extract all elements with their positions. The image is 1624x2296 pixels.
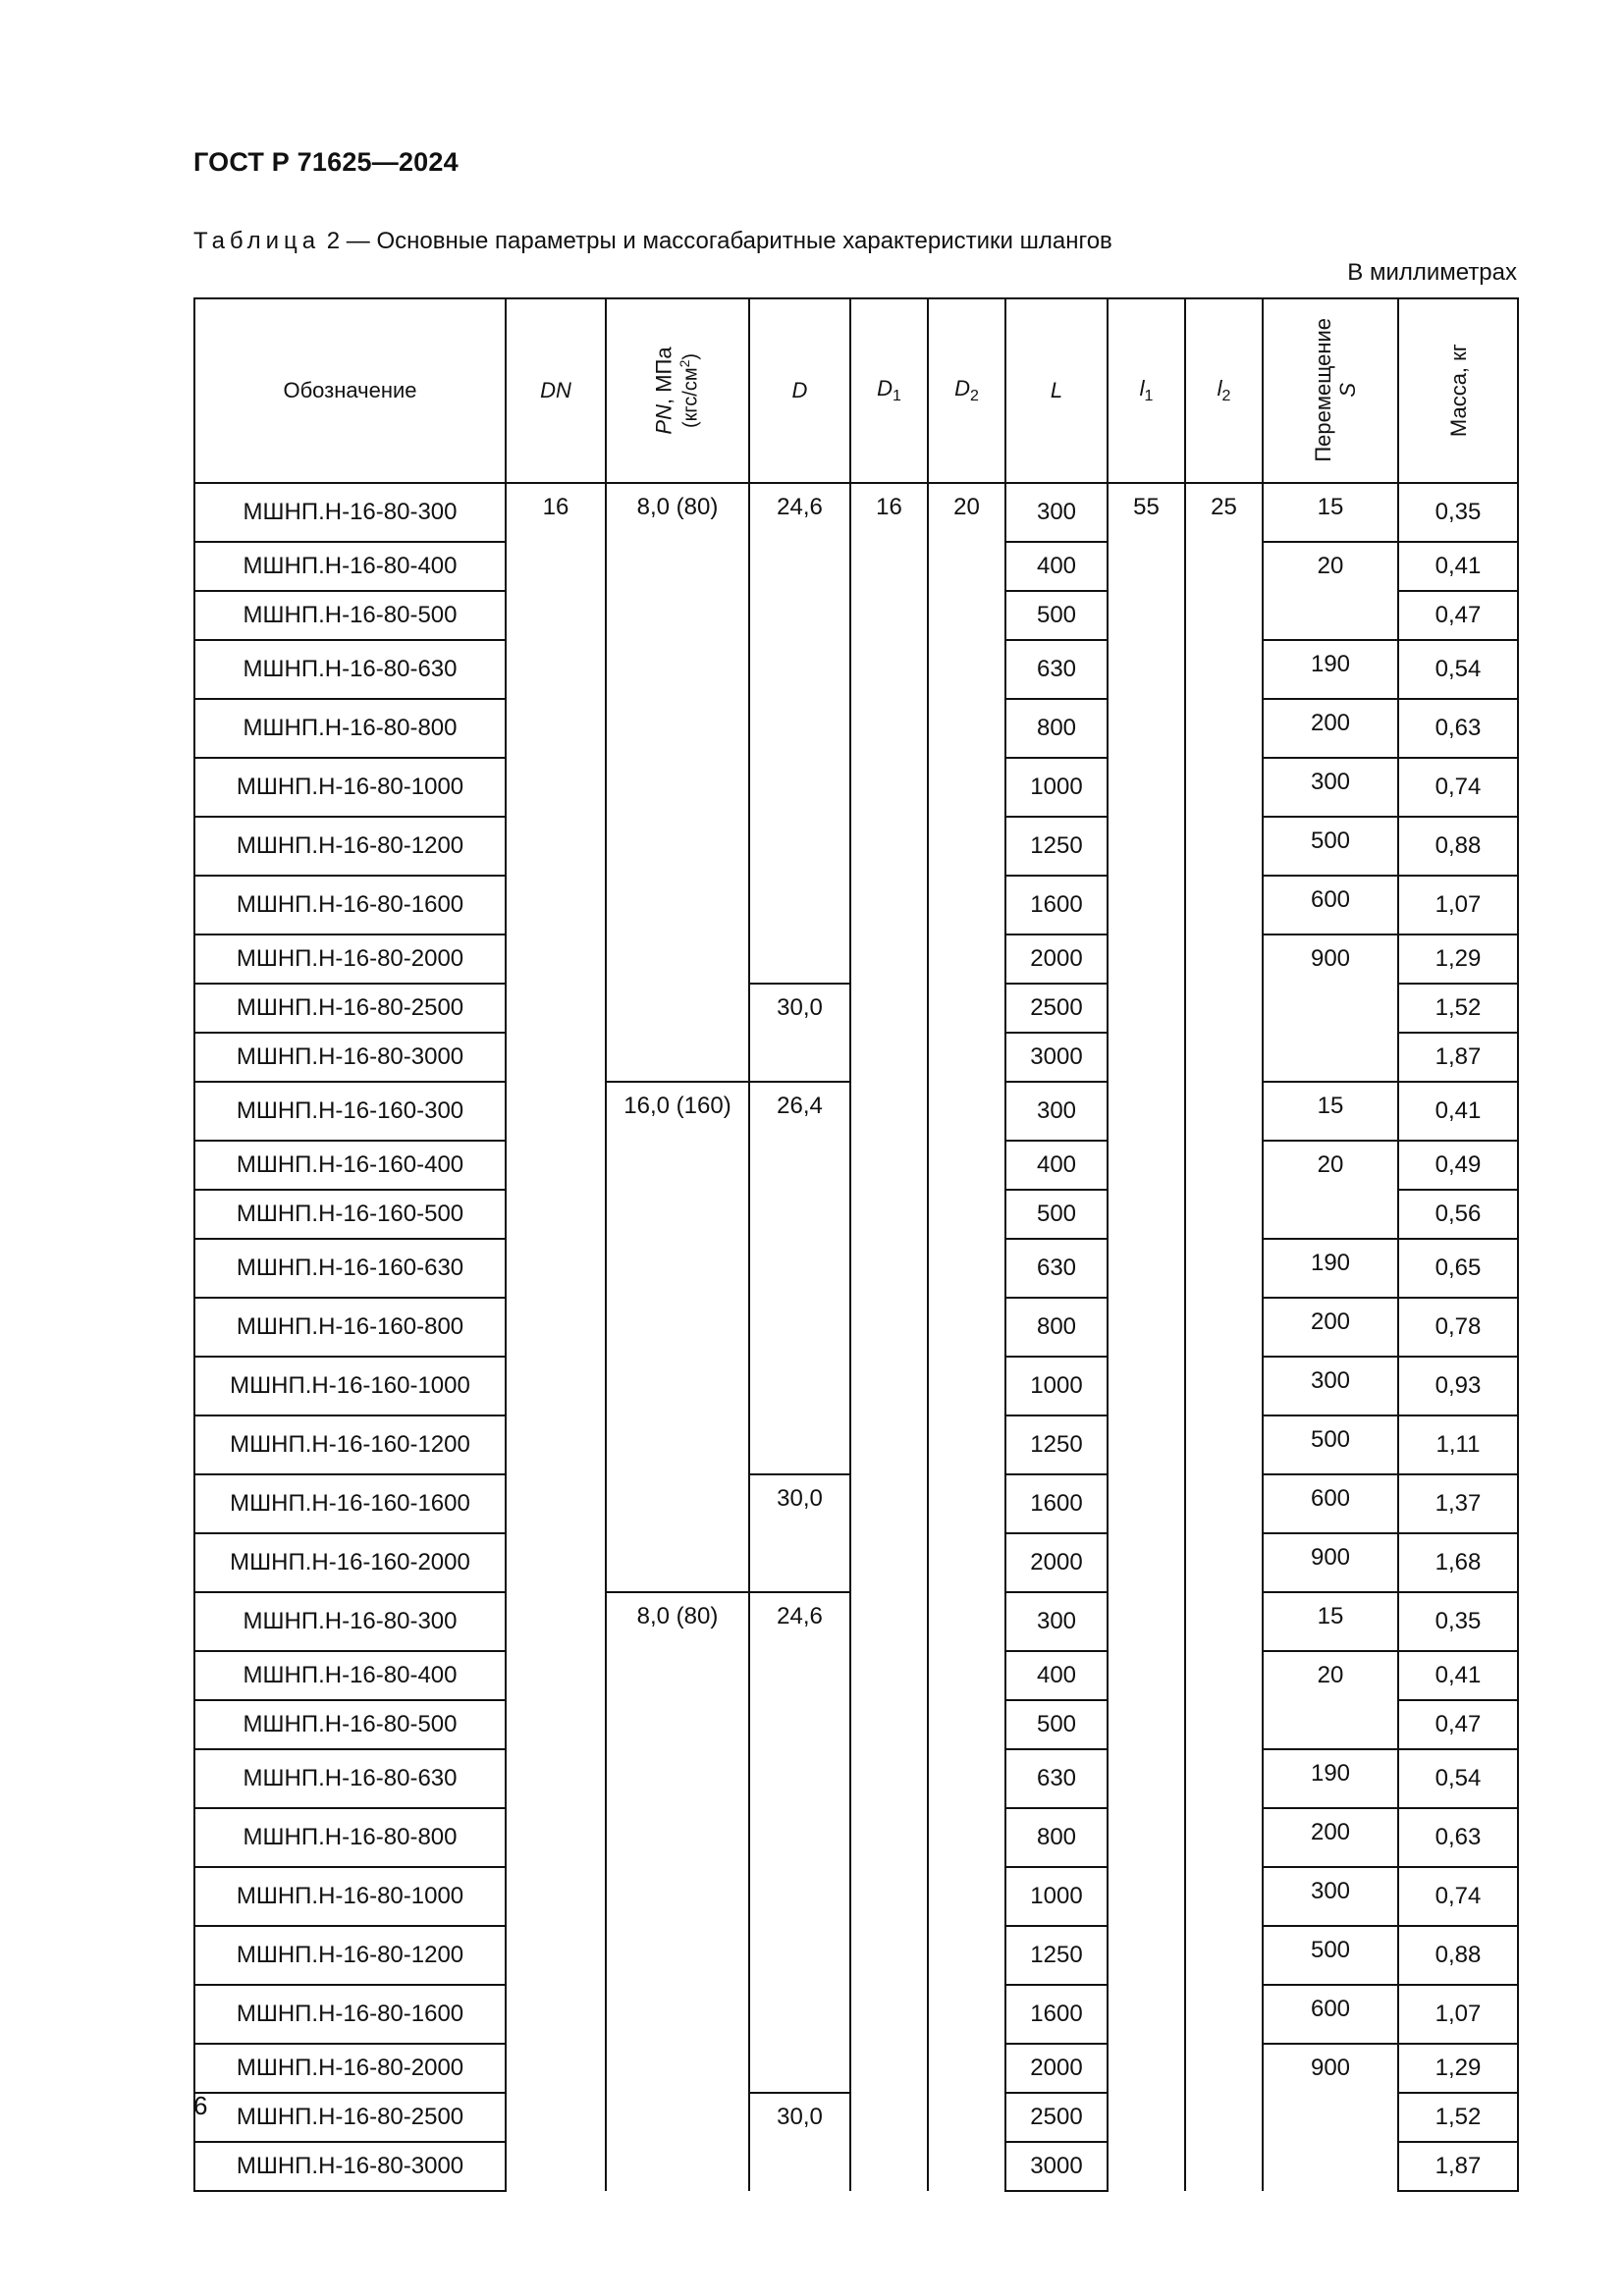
length-cell: 300 [1005,1082,1108,1141]
header-designation: Обозначение [194,298,506,483]
length-cell: 300 [1005,483,1108,542]
designation-cell: МШНП.Н-16-80-3000 [194,2142,506,2191]
pn-cell: 16,0 (160) [606,1082,749,1592]
length-cell: 1600 [1005,876,1108,934]
document-standard-number: ГОСТ Р 71625—2024 [193,147,459,177]
table-row [194,483,1518,542]
mass-cell: 0,78 [1398,1298,1518,1357]
length-cell: 2000 [1005,2044,1108,2093]
length-cell: 1250 [1005,1415,1108,1474]
length-cell: 2500 [1005,984,1108,1033]
length-cell: 800 [1005,1808,1108,1867]
mass-cell: 0,88 [1398,817,1518,876]
length-cell: 500 [1005,591,1108,640]
header-displacement-rotated [1311,318,1361,462]
displacement-cell: 200 [1263,1298,1398,1357]
l1-cell: 55 [1108,483,1185,2191]
displacement-cell: 15 [1263,483,1398,542]
length-cell: 1000 [1005,1867,1108,1926]
length-cell: 630 [1005,1239,1108,1298]
header-displacement-text: Перемещение [1311,318,1336,462]
designation-cell: МШНП.Н-16-80-300 [194,483,506,542]
designation-cell: МШНП.Н-16-80-2500 [194,2093,506,2142]
length-cell: 800 [1005,699,1108,758]
header-pn-alt-close: ) [679,352,702,360]
displacement-cell: 15 [1263,1592,1398,1651]
mass-cell: 0,65 [1398,1239,1518,1298]
mass-cell: 1,87 [1398,1033,1518,1082]
header-mass [1398,298,1518,483]
designation-cell: МШНП.Н-16-160-300 [194,1082,506,1141]
length-cell: 2500 [1005,2093,1108,2142]
header-pn-suffix: , МПа [652,347,677,405]
displacement-cell: 500 [1263,817,1398,876]
table-label: Таблица [193,228,321,254]
mass-cell: 0,93 [1398,1357,1518,1415]
length-cell: 3000 [1005,2142,1108,2191]
displacement-cell: 20 [1263,1651,1398,1749]
mass-cell: 1,52 [1398,984,1518,1033]
length-cell: 3000 [1005,1033,1108,1082]
displacement-cell: 500 [1263,1926,1398,1985]
mass-cell: 0,63 [1398,699,1518,758]
header-d1 [850,298,928,483]
header-l1-sub: 1 [1144,388,1154,404]
designation-cell: МШНП.Н-16-80-800 [194,1808,506,1867]
designation-cell: МШНП.Н-16-160-630 [194,1239,506,1298]
mass-cell: 0,35 [1398,483,1518,542]
displacement-cell: 20 [1263,1141,1398,1239]
designation-cell: МШНП.Н-16-80-2000 [194,934,506,984]
mass-cell: 1,07 [1398,1985,1518,2044]
designation-cell: МШНП.Н-16-80-2000 [194,2044,506,2093]
displacement-cell: 900 [1263,2044,1398,2191]
length-cell: 500 [1005,1190,1108,1239]
designation-cell: МШНП.Н-16-160-1600 [194,1474,506,1533]
designation-cell: МШНП.Н-16-160-800 [194,1298,506,1357]
header-l2-sub: 2 [1221,388,1231,404]
header-l-text: L [1050,378,1063,402]
header-d2 [928,298,1005,483]
displacement-cell: 600 [1263,876,1398,934]
mass-cell: 0,49 [1398,1141,1518,1190]
designation-cell: МШНП.Н-16-80-3000 [194,1033,506,1082]
d2-cell: 20 [928,483,1005,2191]
designation-cell: МШНП.Н-16-80-1000 [194,1867,506,1926]
header-pn-alt [677,352,702,429]
d-cell: 30,0 [749,2093,850,2191]
length-cell: 2000 [1005,934,1108,984]
mass-cell: 1,29 [1398,934,1518,984]
mass-cell: 0,74 [1398,758,1518,817]
length-cell: 1600 [1005,1985,1108,2044]
header-d [749,298,850,483]
displacement-cell: 190 [1263,1749,1398,1808]
length-cell: 630 [1005,640,1108,699]
header-dn [506,298,606,483]
mass-cell: 0,47 [1398,1700,1518,1749]
length-cell: 500 [1005,1700,1108,1749]
d-cell: 24,6 [749,483,850,984]
displacement-cell: 300 [1263,758,1398,817]
length-cell: 400 [1005,1651,1108,1700]
designation-cell: МШНП.Н-16-80-500 [194,1700,506,1749]
displacement-cell: 300 [1263,1867,1398,1926]
length-cell: 400 [1005,542,1108,591]
table-caption [193,228,1112,255]
table-body [194,483,1518,2191]
mass-cell: 0,41 [1398,542,1518,591]
designation-cell: МШНП.Н-16-80-1600 [194,1985,506,2044]
mass-cell: 1,11 [1398,1415,1518,1474]
designation-cell: МШНП.Н-16-80-800 [194,699,506,758]
mass-cell: 0,63 [1398,1808,1518,1867]
table-title: — Основные параметры и массогабаритные характеристики шлангов [340,228,1112,254]
mass-cell: 0,35 [1398,1592,1518,1651]
designation-cell: МШНП.Н-16-80-400 [194,542,506,591]
designation-cell: МШНП.Н-16-80-1000 [194,758,506,817]
header-pn-symbol: PN [652,404,677,435]
header-pn-rotated [652,347,703,434]
designation-cell: МШНП.Н-16-80-1200 [194,1926,506,1985]
mass-cell: 0,54 [1398,640,1518,699]
header-l2 [1185,298,1263,483]
displacement-cell: 200 [1263,699,1398,758]
length-cell: 300 [1005,1592,1108,1651]
length-cell: 1250 [1005,817,1108,876]
mass-cell: 0,56 [1398,1190,1518,1239]
header-d-text: D [791,378,808,402]
displacement-cell: 300 [1263,1357,1398,1415]
displacement-cell: 900 [1263,1533,1398,1592]
header-pn-alt-text: (кгс/см [679,367,702,429]
displacement-cell: 600 [1263,1474,1398,1533]
length-cell: 1250 [1005,1926,1108,1985]
designation-cell: МШНП.Н-16-80-2500 [194,984,506,1033]
pn-cell: 8,0 (80) [606,1592,749,2191]
header-pn-alt-sup: 2 [677,359,693,368]
designation-cell: МШНП.Н-16-160-2000 [194,1533,506,1592]
length-cell: 800 [1005,1298,1108,1357]
header-displacement [1263,298,1398,483]
designation-cell: МШНП.Н-16-160-500 [194,1190,506,1239]
designation-cell: МШНП.Н-16-80-1200 [194,817,506,876]
d-cell: 30,0 [749,984,850,1082]
mass-cell: 0,41 [1398,1082,1518,1141]
units-note: В миллиметрах [1347,259,1517,286]
mass-cell: 0,74 [1398,1867,1518,1926]
displacement-cell: 600 [1263,1985,1398,2044]
pn-cell: 8,0 (80) [606,483,749,1082]
mass-cell: 1,87 [1398,2142,1518,2191]
mass-cell: 0,47 [1398,591,1518,640]
designation-cell: МШНП.Н-16-160-400 [194,1141,506,1190]
header-l1 [1108,298,1185,483]
header-pn [606,298,749,483]
displacement-cell: 900 [1263,934,1398,1082]
designation-cell: МШНП.Н-16-80-500 [194,591,506,640]
designation-cell: МШНП.Н-16-80-1600 [194,876,506,934]
length-cell: 400 [1005,1141,1108,1190]
displacement-cell: 20 [1263,542,1398,640]
table-header-row [194,298,1518,483]
header-displacement-symbol: S [1335,383,1361,398]
header-d2-text: D [954,376,970,400]
header-l [1005,298,1108,483]
displacement-cell: 190 [1263,640,1398,699]
header-d1-text: D [877,376,893,400]
mass-cell: 1,29 [1398,2044,1518,2093]
mass-cell: 1,52 [1398,2093,1518,2142]
page-number: 6 [193,2091,208,2120]
d-cell: 26,4 [749,1082,850,1474]
header-d1-sub: 1 [892,388,901,404]
designation-cell: МШНП.Н-16-80-630 [194,1749,506,1808]
displacement-cell: 15 [1263,1082,1398,1141]
d-cell: 30,0 [749,1474,850,1592]
header-dn-text: DN [540,378,571,402]
mass-cell: 1,68 [1398,1533,1518,1592]
d-cell: 24,6 [749,1592,850,2093]
designation-cell: МШНП.Н-16-80-630 [194,640,506,699]
length-cell: 1600 [1005,1474,1108,1533]
d1-cell: 16 [850,483,928,2191]
designation-cell: МШНП.Н-16-160-1000 [194,1357,506,1415]
displacement-cell: 200 [1263,1808,1398,1867]
designation-cell: МШНП.Н-16-80-400 [194,1651,506,1700]
mass-cell: 0,54 [1398,1749,1518,1808]
designation-cell: МШНП.Н-16-160-1200 [194,1415,506,1474]
length-cell: 2000 [1005,1533,1108,1592]
displacement-cell: 190 [1263,1239,1398,1298]
header-l2-text: l [1217,376,1222,400]
parameters-table [193,297,1519,2192]
length-cell: 630 [1005,1749,1108,1808]
header-d2-sub: 2 [969,388,979,404]
mass-cell: 0,41 [1398,1651,1518,1700]
length-cell: 1000 [1005,1357,1108,1415]
length-cell: 1000 [1005,758,1108,817]
mass-cell: 1,37 [1398,1474,1518,1533]
header-mass-text: Масса, кг [1445,344,1471,438]
table-number: 2 [326,228,341,254]
designation-cell: МШНП.Н-16-80-300 [194,1592,506,1651]
mass-cell: 0,88 [1398,1926,1518,1985]
displacement-cell: 500 [1263,1415,1398,1474]
header-l1-text: l [1139,376,1145,400]
dn-cell: 16 [506,483,606,2191]
mass-cell: 1,07 [1398,876,1518,934]
l2-cell: 25 [1185,483,1263,2191]
